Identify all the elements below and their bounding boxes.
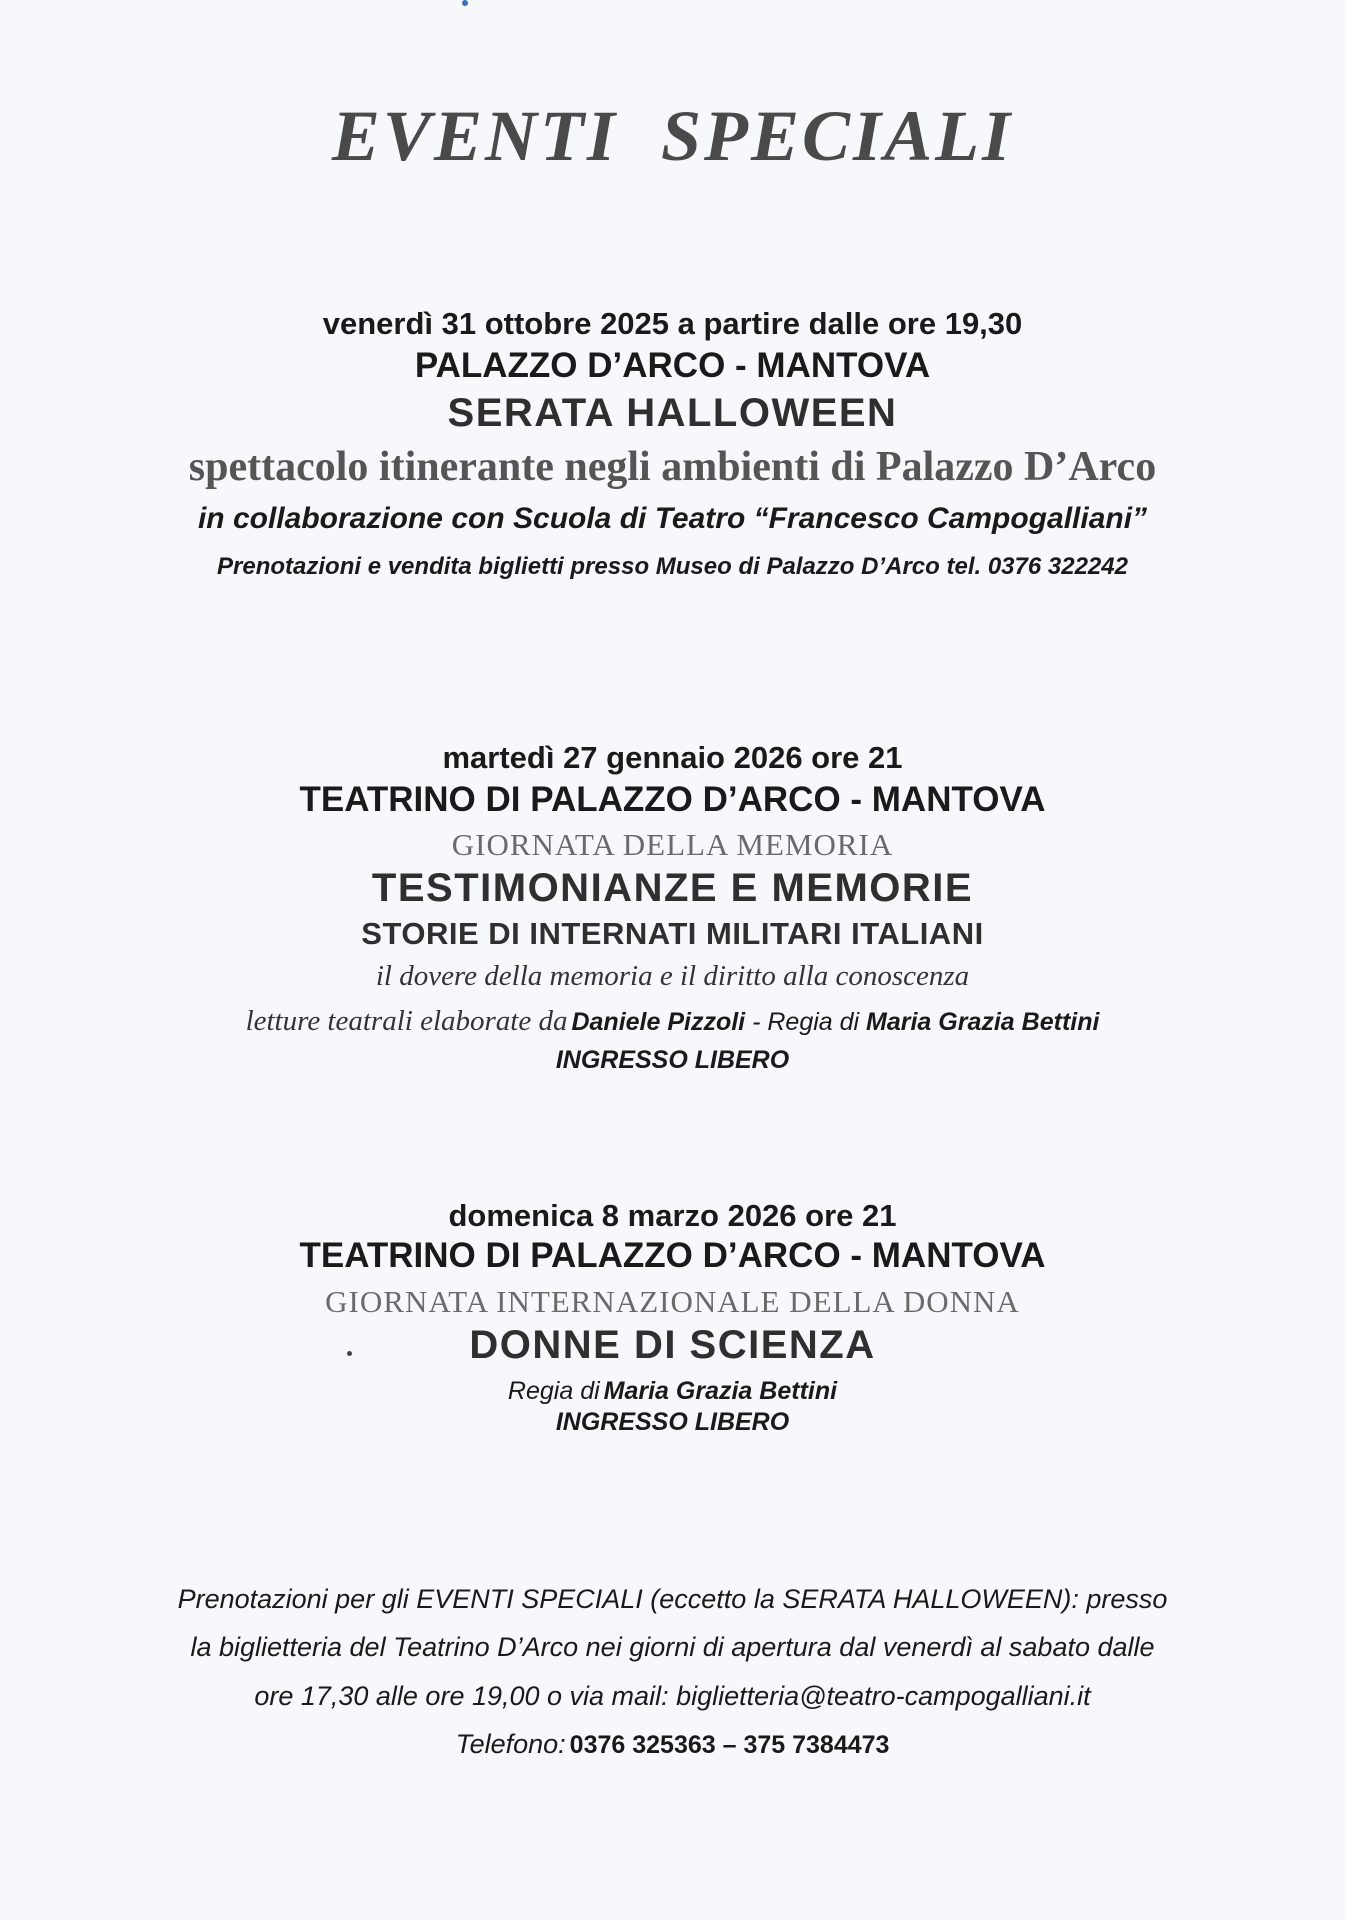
event-occasion: GIORNATA INTERNAZIONALE DELLA DONNA (325, 1284, 1020, 1319)
scan-mark-icon (462, 0, 468, 6)
event-credits (0, 1377, 1345, 1406)
event-venue: TEATRINO DI PALAZZO D’ARCO - MANTOVA (299, 780, 1046, 819)
credits-author: Daniele Pizzoli (571, 1008, 746, 1036)
event-headline: DONNE DI SCIENZA (469, 1323, 876, 1367)
event-date: martedì 27 gennaio 2026 ore 21 (442, 740, 903, 775)
event-occasion: GIORNATA DELLA MEMORIA (451, 827, 894, 862)
phone-numbers: 0376 325363 – 375 7384473 (569, 1731, 890, 1759)
event-booking-info: Prenotazioni e vendita biglietti presso Museo di Palazzo D’Arco tel. 0376 322242 (217, 553, 1128, 580)
footer-line-2: la biglietteria del Teatrino D’Arco nei giorni di apertura dal venerdì al sabato dalle (190, 1632, 1155, 1662)
footer-line-3: ore 17,30 alle ore 19,00 o via mail: biglietteria@teatro-campogalliani.it (254, 1681, 1091, 1711)
event-entry: INGRESSO LIBERO (555, 1046, 790, 1074)
footer-line-1: Prenotazioni per gli EVENTI SPECIALI (eccetto la SERATA HALLOWEEN): presso (177, 1584, 1168, 1614)
credits-director: Maria Grazia Bettini (603, 1377, 838, 1405)
event-date: domenica 8 marzo 2026 ore 21 (448, 1198, 897, 1233)
event-headline: SERATA HALLOWEEN (447, 391, 898, 435)
phone-label: Telefono: (455, 1729, 566, 1759)
event-motto: il dovere della memoria e il diritto alla conoscenza (375, 960, 970, 992)
credits-prefix: letture teatrali elaborate da (245, 1005, 568, 1037)
event-credits (0, 1005, 1345, 1038)
credits-director: Maria Grazia Bettini (866, 1008, 1100, 1036)
page-title: EVENTI SPECIALI (331, 96, 1014, 176)
event-date: venerdì 31 ottobre 2025 a partire dalle ore 19,30 (322, 306, 1023, 341)
footer-phone (0, 1729, 1345, 1760)
event-headline: TESTIMONIANZE E MEMORIE (371, 866, 974, 910)
event-venue: TEATRINO DI PALAZZO D’ARCO - MANTOVA (299, 1236, 1046, 1275)
event-collaboration: in collaborazione con Scuola di Teatro “Francesco Campogalliani” (197, 502, 1148, 535)
event-entry: INGRESSO LIBERO (555, 1408, 790, 1436)
event-subtitle: STORIE DI INTERNATI MILITARI ITALIANI (361, 916, 984, 951)
event-venue: PALAZZO D’ARCO - MANTOVA (414, 346, 931, 385)
credits-prefix: Regia di (507, 1377, 600, 1405)
event-description: spettacolo itinerante negli ambienti di Palazzo D’Arco (188, 444, 1157, 490)
credits-separator: - Regia di (745, 1008, 867, 1036)
